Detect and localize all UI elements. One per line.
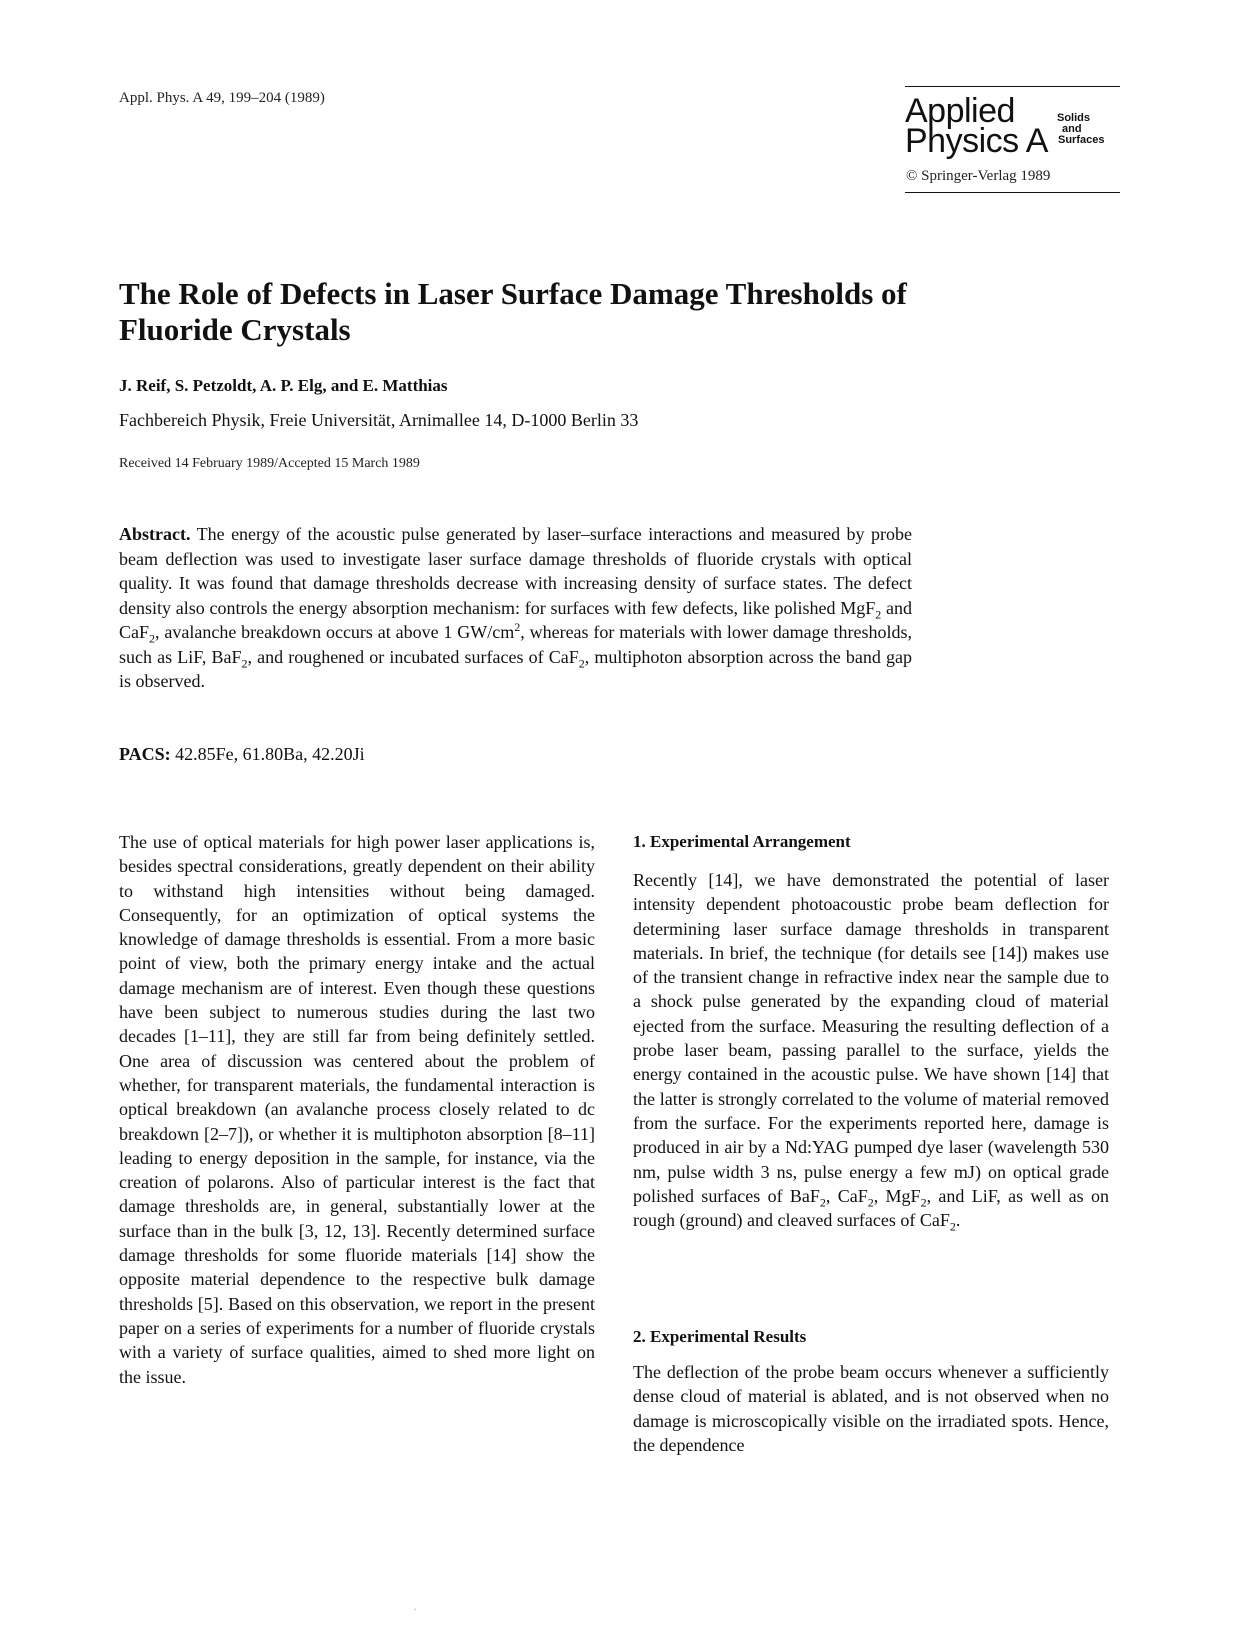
journal-sub-and: and [1062, 123, 1082, 135]
authors: J. Reif, S. Petzoldt, A. P. Elg, and E. Matthias [119, 376, 448, 395]
section1-text-4: , and LiF, as well as on rough (ground) and cleaved surfaces of CaF [633, 1185, 1109, 1231]
journal-citation: Appl. Phys. A 49, 199–204 (1989) [119, 90, 325, 106]
section1-sub: 2 [920, 1195, 927, 1210]
logo-bottom-rule [905, 192, 1120, 193]
section1-text-1: Recently [14], we have demonstrated the potential of laser intensity dependent photoacoustic probe beam deflection for determining laser surface damage thresholds in transparent materials. In brief, the technique (for details see [14]) makes use of the transient change in refractive index near the sample due to a shock pulse generated by the expanding cloud of material ejected from the surface. Measuring the resulting deflection of a probe laser beam, passing parallel to the surface, yields the energy contained in the acoustic pulse. We have shown [14] that the latter is strongly correlated to the volume of material removed from the surface. For the experiments reported here, damage is produced in air by a Nd:YAG pumped dye laser (wavelength 530 nm, pulse width 3 ns, pulse energy a few mJ) on optical grade polished surfaces of BaF [633, 870, 1109, 1206]
abstract-text-1: The energy of the acoustic pulse generated by laser–surface interactions and measured by probe beam deflection was used to investigate laser surface damage thresholds of fluoride crystals with optical quality. It was found that damage thresholds decrease with increasing density of surface states. The defect density also controls the energy absorption mechanism: for surfaces with few defects, like polished MgF [119, 524, 912, 618]
pacs-value: 42.85Fe, 61.80Ba, 42.20Ji [170, 744, 365, 764]
section1-text-5: . [955, 1210, 961, 1231]
affiliation: Fachbereich Physik, Freie Universität, Arnimallee 14, D-1000 Berlin 33 [119, 410, 639, 430]
copyright: © Springer-Verlag 1989 [906, 168, 1051, 184]
journal-sub-solids: Solids [1057, 112, 1091, 124]
section1-sub: 2 [819, 1195, 826, 1210]
pacs-codes [119, 744, 365, 765]
logo-top-rule [905, 86, 1120, 87]
section1-text [633, 868, 1109, 1232]
page-mark: · [413, 1602, 417, 1616]
abstract-sub: 2 [241, 656, 248, 671]
abstract-text-2: and CaF [119, 597, 912, 642]
journal-name-line2: Physics A [905, 122, 1048, 160]
abstract-text-6: , multiphoton absorption across the band gap is observed. [119, 646, 912, 691]
abstract-text-5: , and roughened or incubated surfaces of CaF [247, 646, 579, 667]
abstract-label: Abstract. [119, 524, 191, 544]
section1-text-2: , CaF [825, 1185, 868, 1206]
journal-name-line1: Applied [905, 92, 1015, 130]
received-date: Received 14 February 1989/Accepted 15 March 1989 [119, 456, 420, 471]
introduction-text: The use of optical materials for high power laser applications is, besides spectral considerations, greatly dependent on their ability to withstand high intensities without being damaged. Consequently, for an optimization of optical systems the knowledge of damage thresholds is essential. From a more basic point of view, both the primary energy intake and the actual damage mechanism are of interest. Even though these questions have been subject to numerous studies during the last two decades [1–11], they are still far from being definitely settled. One area of discussion was centered about the problem of whether, for transparent materials, the fundamental interaction is optical breakdown (an avalanche process closely related to dc breakdown [2–7]), or whether it is multiphoton absorption [8–11] leading to energy deposition in the sample, for instance, via the creation of polarons. Also of particular interest is the fact that damage thresholds are, in general, substantially lower at the surface than in the bulk [3, 12, 13]. Recently determined surface damage thresholds for some fluoride materials [14] show the opposite material dependence to the respective bulk damage thresholds [5]. Based on this observation, we report in the present paper on a series of experiments for a number of fluoride crystals with a variety of surface qualities, aimed to shed more light on the issue. [119, 832, 595, 1387]
section1-sub: 2 [949, 1219, 956, 1234]
abstract-sub: 2 [149, 631, 156, 646]
section2-text: The deflection of the probe beam occurs whenever a sufficiently dense cloud of material is ablated, and is not observed when no damage is microscopically visible on the irradiated spots. Hence, the dependence [633, 1362, 1109, 1455]
section1-sub: 2 [867, 1195, 874, 1210]
section1-heading: 1. Experimental Arrangement [633, 832, 851, 851]
abstract-text-3: , avalanche breakdown occurs at above 1 GW/cm [155, 622, 515, 642]
abstract-text-4: , whereas for materials with lower damage thresholds, such as LiF, BaF [119, 622, 912, 667]
pacs-label: PACS: [119, 744, 171, 764]
abstract-sup: 2 [514, 620, 521, 634]
abstract-sub: 2 [875, 607, 882, 622]
section2-heading: 2. Experimental Results [633, 1327, 807, 1346]
abstract [119, 522, 912, 694]
abstract-sub: 2 [578, 656, 585, 671]
section1-text-3: , MgF [873, 1185, 921, 1206]
journal-sub-surfaces: Surfaces [1058, 134, 1105, 146]
paper-title: The Role of Defects in Laser Surface Damage Thresholds of Fluoride Crystals [119, 276, 907, 347]
